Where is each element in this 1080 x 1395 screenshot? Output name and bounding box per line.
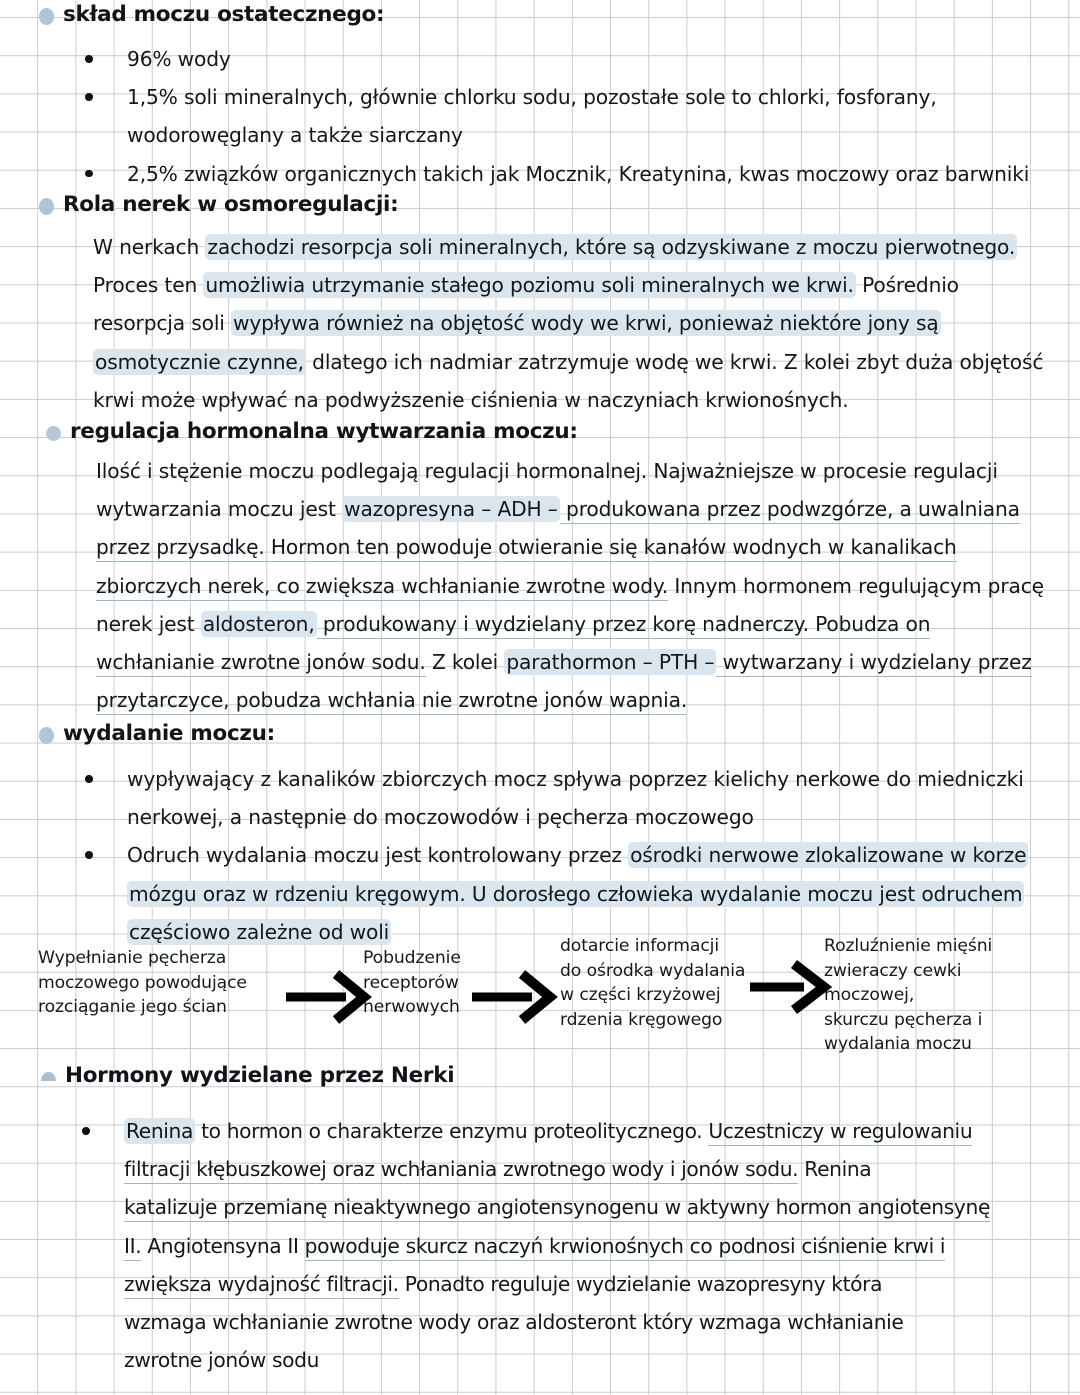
list-wydalanie [127,760,1077,951]
flow-step-line: do ośrodka wydalania [560,960,746,981]
text-line [96,567,1076,605]
flow-step-line: Wypełnianie pęcherza [38,948,227,968]
text-run: nerek jest [96,611,201,636]
text-run: Proces ten [93,273,204,298]
text-line [93,228,1068,266]
flow-step-line: Rozluźnienie mięśni [824,936,993,956]
underlined-run: wchłanianie zwrotne jonów sodu. [96,650,426,677]
text-run: W nerkach [93,235,206,259]
section-hormony [65,1063,454,1088]
section-heading-text: wydalanie moczu: [63,721,275,746]
underlined-run: produkowana przez podwzgórze, a uwalniana [560,497,1020,524]
flow-diagram [38,936,1048,1054]
section-regulacja-hormonalna [70,419,578,444]
highlighted-run: parathormon – PTH – [506,650,715,675]
underlined-run: zbiorczych nerek, co zwiększa wchłanianie zwrotne wody. [96,574,668,601]
text-line [96,452,1076,490]
section-heading-sklad [63,2,384,27]
list-item [124,1112,1074,1379]
list-item [127,40,1057,78]
underlined-run: katalizuje przemianę nieaktywnego angiotensynogenu w aktywny hormon angiotensynę [124,1195,990,1222]
section-bullet-icon [39,8,54,25]
highlighted-run: osmotycznie czynne, [95,349,304,374]
text-run: wypływający z kanalików zbiorczych mocz spływa poprzez kielichy nerkowe do miedniczki [127,767,1024,791]
text-run: wzmaga wchłanianie zwrotne wody oraz aldosteront który wzmaga wchłanianie [124,1310,904,1335]
flow-step-line: w części krzyżowej [560,985,721,1005]
highlighted-run: wazopresyna – ADH – [344,497,558,522]
list-item-text: 1,5% soli mineralnych, głównie chlorku sodu, pozostałe sole to chlorki, fosforany, wodorowęglany a także siarczany [127,85,937,148]
highlighted-run: aldosteron, [202,611,315,636]
text-line [124,1303,1074,1341]
list-item [127,760,1077,836]
section-osmoregulacja [63,192,398,217]
text-line [93,381,1068,419]
flow-arrow-2-icon [470,970,560,1024]
section-heading-text: Hormony wydzielane przez Nerki [65,1063,455,1088]
underlined-run: produkowany i wydzielany przez korę nadnerczy. Pobudza on [317,612,931,639]
flow-step-line: skurczu pęcherza i [824,1009,983,1030]
text-run: to hormon o charakterze enzymu proteolitycznego. [195,1119,709,1143]
bullet-dot-icon [82,1127,90,1135]
section-heading-text: Rola nerek w osmoregulacji: [63,192,399,217]
flow-step-line: receptorów [363,972,459,993]
text-run: resorpcja soli [93,311,232,336]
text-line [96,643,1076,681]
flow-step-line: zwieraczy cewki moczowej, [824,960,962,1005]
text-line [127,798,1077,836]
text-line [96,681,1076,719]
underlined-run: wytwarzany i wydzielany przez [716,650,1031,677]
text-run: Odruch wydalania moczu jest kontrolowany przez [127,843,629,868]
list-item-text: 96% wody [127,47,231,71]
section-heading-wydalanie [63,721,275,746]
text-run: Renina [798,1157,872,1182]
text-line [124,1227,1074,1265]
highlighted-run: mózgu oraz w rdzeniu kręgowym. U dorosłego człowieka wydalanie moczu jest odruchem [129,881,1023,906]
underlined-run: przez przysadkę. Hormon ten powoduje otwieranie się kanałów wodnych w kanalikach [96,535,957,562]
section-heading-hormony [65,1063,454,1088]
text-line [124,1341,1074,1379]
section-wydalanie [63,721,275,746]
flow-step-line: moczowego powodujące [38,972,247,993]
list-hormony [124,1112,1074,1379]
section-bullet-icon [46,426,61,441]
underlined-run: zwiększa wydajność filtracji. [124,1272,399,1299]
flow-step-line: rdzenia kręgowego [560,1009,723,1030]
text-run: Ponadto reguluje wydzielanie wazopresyny która [398,1271,883,1296]
flow-step-3 [560,934,760,1032]
text-line [127,875,1077,913]
bullet-dot-icon [85,93,93,101]
list-item-text: 2,5% związków organicznych takich jak Mocznik, Kreatynina, kwas moczowy oraz barwniki [127,161,1030,186]
underlined-run: przytarczyce, pobudza wchłania nie zwrotne jonów wapnia. [96,688,687,715]
text-line [127,760,1077,798]
flow-step-line: dotarcie informacji [560,936,720,956]
list-item [127,78,1037,154]
text-run: krwi może wpływać na podwyższenie ciśnienia w naczyniach krwionośnych. [93,387,849,412]
highlighted-run: ośrodki nerwowe zlokalizowane w korze [630,843,1027,868]
paragraph-regulacja [96,452,1076,719]
flow-step-line: Pobudzenie [363,948,461,968]
text-run: nerkowej, a następnie do moczowodów i pęcherza moczowego [127,805,754,830]
underlined-run: powoduje skurcz naczyń krwionośnych co podnosi ciśnienie krwi i [305,1234,946,1261]
flow-step-line: rozciąganie jego ścian [38,997,227,1017]
text-line [96,528,1076,566]
section-sklad [63,2,384,27]
text-run: Pośrednio [855,273,959,298]
text-run: Angiotensyna II [141,1233,305,1258]
flow-step-4 [824,934,1054,1057]
list-sklad [127,40,1057,193]
text-line [127,836,1077,874]
bullet-dot-icon [85,170,93,178]
highlighted-run: zachodzi resorpcja soli mineralnych, które są odzyskiwane z moczu pierwotnego. [207,235,1016,259]
highlighted-run: wypływa również na objętość wody we krwi, ponieważ niektóre jony są [233,311,939,336]
text-line [93,266,1068,304]
highlighted-run: Renina [126,1119,194,1143]
bullet-dot-icon [85,851,93,859]
text-run: wytwarzania moczu jest [96,497,343,522]
text-run: dlatego ich nadmiar zatrzymuje wodę we krwi. Z kolei zbyt duża objętość [305,349,1044,374]
list-item [127,155,1067,193]
flow-step-line: wydalania moczu [824,1034,972,1054]
section-heading-osmoregulacja [63,192,398,217]
section-bullet-icon [39,198,54,215]
text-line [96,605,1076,643]
section-bullet-icon [41,1072,56,1081]
underlined-run: Uczestniczy w regulowaniu [708,1119,972,1146]
highlighted-run: częściowo zależne od woli [129,919,390,944]
flow-arrow-1-icon [284,970,374,1024]
text-line [93,304,1068,342]
section-bullet-icon [39,727,54,744]
underlined-run: filtracji kłębuszkowej oraz wchłaniania zwrotnego wody i jonów sodu. [124,1157,798,1184]
section-heading-regulacja [70,419,578,444]
section-heading-text: skład moczu ostatecznego: [63,2,385,27]
underlined-run: II. [124,1234,141,1261]
section-heading-text: regulacja hormonalna wytwarzania moczu: [70,419,578,444]
bullet-dot-icon [85,55,93,63]
text-run: Ilość i stężenie moczu podlegają regulacji hormonalnej. Najważniejsze w procesie regulacji [96,459,998,483]
highlighted-run: umożliwia utrzymanie stałego poziomu soli mineralnych we krwi. [205,273,854,298]
text-line [96,490,1076,528]
paragraph-osmoregulacja [93,228,1068,419]
text-run: zwrotne jonów sodu [124,1348,320,1373]
text-run: Innym hormonem regulującym pracę [668,573,1044,598]
flow-step-line: nerwowych [363,997,460,1017]
text-line [124,1112,1074,1150]
text-line [124,1150,1074,1188]
text-line [124,1265,1074,1303]
flow-step-1 [38,946,288,1020]
text-line [93,343,1068,381]
text-run: Z kolei [425,650,505,675]
bullet-dot-icon [85,775,93,783]
text-line [124,1188,1074,1226]
